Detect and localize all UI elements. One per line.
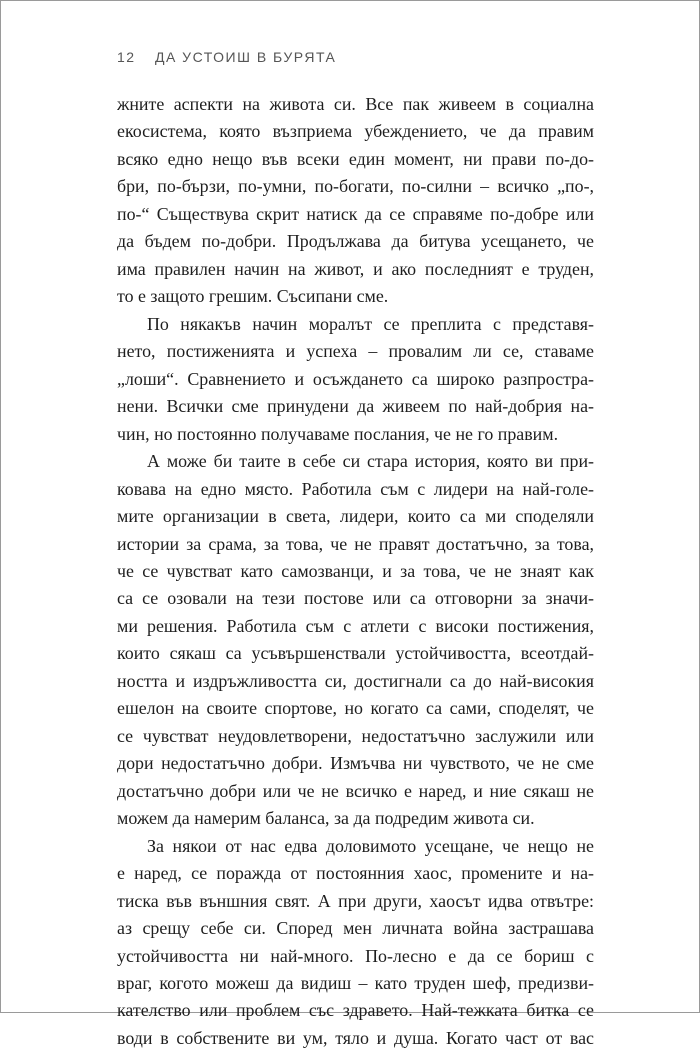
- text-line: да бъдем по-добри. Продължава да битува усещането, че: [117, 231, 594, 252]
- text-line: се чувстват неудовлетворени, недостатъчно заслужили или: [117, 725, 594, 746]
- text-line: то е защото грешим. Съсипани сме.: [117, 286, 389, 307]
- text-line: жните аспекти на живота си. Все пак живеем в социална: [117, 94, 594, 114]
- text-line: че се чувстват като самозванци, и за това, че не знаят как: [117, 560, 594, 581]
- text-line: има правилен начин на живот, и ако последният е труден,: [117, 258, 594, 279]
- text-line: които сякаш са усъвършенствали устойчивостта, всеотдай-: [117, 643, 594, 664]
- paragraph-3: [117, 448, 594, 833]
- text-line: По някакъв начин моралът се преплита с представя-: [147, 313, 594, 334]
- text-line: дори недостатъчно добри. Измъчва ни чувството, че не сме: [117, 753, 594, 774]
- body-text: [117, 91, 594, 1052]
- paragraph-2: [117, 311, 594, 448]
- text-line: е наред, се поражда от постоянния хаос, промените и на-: [117, 863, 594, 884]
- text-line: устойчивостта ни най-много. По-лесно е да се бориш с: [117, 945, 594, 966]
- text-line: бри, по-бързи, по-умни, по-богати, по-силни – всичко „по-,: [117, 176, 594, 197]
- text-line: можем да намерим баланса, за да подредим живота си.: [117, 808, 535, 829]
- text-line: по-“ Съществува скрит натиск да се справяме по-добре или: [117, 203, 594, 224]
- text-line: нени. Всички сме принудени да живеем по най-добрия на-: [117, 396, 594, 417]
- text-line: аз срещу себе си. Според мен личната война застрашава: [117, 918, 594, 939]
- text-line: А може би таите в себе си стара история, която ви при-: [147, 451, 594, 472]
- text-line: всяко едно нещо във всеки един момент, ни прави по-до-: [117, 148, 594, 169]
- text-line: нето, постиженията и успеха – провалим ли се, ставаме: [117, 341, 594, 362]
- text-line: кателство или проблем със здравето. Най-тежката битка се: [117, 1000, 594, 1021]
- text-line: истории за срама, за това, че не правят достатъчно, за това,: [117, 533, 594, 554]
- text-line: води в собствените ви ум, тяло и душа. Когато част от вас: [117, 1027, 594, 1048]
- text-line: враг, когото можеш да видиш – като труден шеф, предизви-: [117, 973, 594, 993]
- text-line: екосистема, която възприема убеждението, че да правим: [117, 121, 594, 142]
- text-line: ността и издръжливостта си, достигнали са до най-високия: [117, 670, 594, 691]
- text-line: ешелон на своите спортове, но когато са сами, споделят, че: [117, 698, 594, 719]
- text-line: чин, но постоянно получаваме послания, че не го правим.: [117, 423, 559, 444]
- page-number: 12: [117, 49, 136, 65]
- paragraph-4: [117, 833, 594, 1052]
- book-title: ДА УСТОИШ В БУРЯТА: [154, 49, 337, 65]
- text-line: тиска във външния свят. А при други, хаосът идва отвътре:: [117, 890, 594, 911]
- paragraph-1: [117, 91, 594, 311]
- text-line: ми решения. Работила съм с атлети с високи постижения,: [117, 615, 594, 636]
- text-line: са се озовали на тези постове или са отговорни за значи-: [117, 588, 594, 609]
- text-line: ковава на едно място. Работила съм с лидери на най-голе-: [117, 478, 594, 499]
- text-line: „лоши“. Сравнението и осъждането са широко разпростра-: [117, 368, 594, 389]
- running-head: [117, 49, 336, 65]
- text-line: достатъчно добри или че не всичко е наред, и ние сякаш не: [117, 780, 594, 801]
- text-line: мите организации в света, лидери, които са ми споделяли: [117, 506, 594, 527]
- text-line: За някои от нас едва доловимото усещане, че нещо не: [147, 835, 594, 856]
